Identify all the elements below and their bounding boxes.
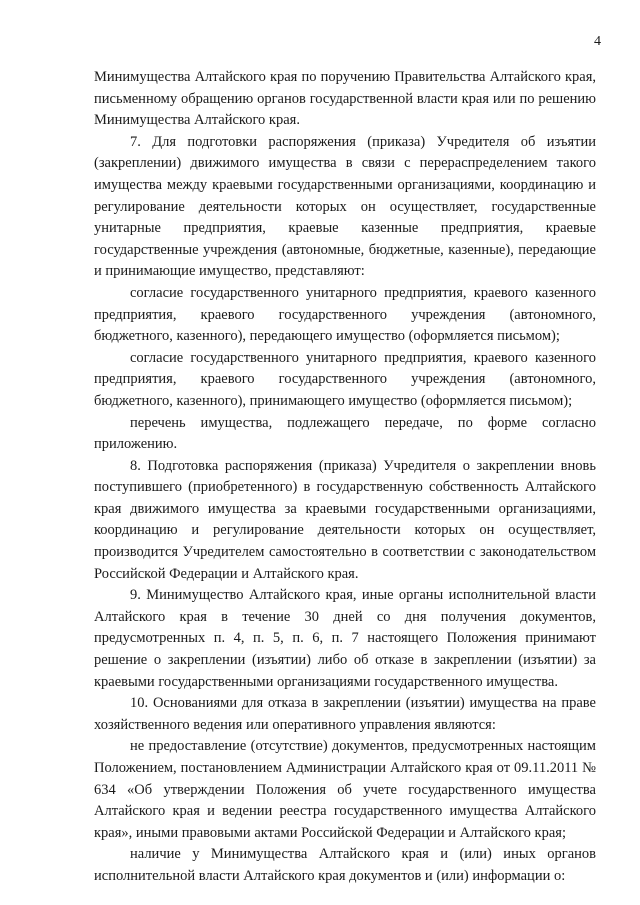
page-number: 4 <box>594 34 601 49</box>
paragraph-consent-transferring: согласие государственного унитарного предприятия, краевого казенного предприятия, краевого государственного учреждения (автономного, бюджетного, казенного), передающего имущество (оформляется письмом); <box>94 284 596 345</box>
paragraph-refusal-ground-information: наличие у Минимущества Алтайского края и (или) иных органов исполнительной власти Алтайского края документов и (или) информации о: <box>94 846 596 884</box>
document-body <box>94 67 596 888</box>
paragraph-continuation: Минимущества Алтайского края по поручению Правительства Алтайского края, письменному обращению органов государственной власти края или по решению Минимущества Алтайского края. <box>94 69 596 129</box>
paragraph-item-8: 8. Подготовка распоряжения (приказа) Учредителя о закреплении вновь поступившего (приобретенного) в государственную собственность Алтайского края движимого имущества за краевыми государственными организациями, координацию и регулирование деятельности которых он осуществляет, производится Учредителем самостоятельно в соответствии с законодательством Российской Федерации и Алтайского края. <box>94 457 596 582</box>
paragraph-property-list: перечень имущества, подлежащего передаче, по форме согласно приложению. <box>94 414 596 453</box>
paragraph-item-9: 9. Минимущество Алтайского края, иные органы исполнительной власти Алтайского края в течение 30 дней со дня получения документов, предусмотренных п. 4, п. 5, п. 6, п. 7 настоящего Положения принимают решение о закреплении (изъятии) либо об отказе в закреплении (изъятии) за краевыми государственными организациями государственного имущества. <box>94 587 596 690</box>
paragraph-refusal-ground-documents: не предоставление (отсутствие) документов, предусмотренных настоящим Положением, постановлением Администрации Алтайского края от 09.11.2011 № 634 «Об утверждении Положения об учете государственного имущества Алтайского края и ведении реестра государственного имущества Алтайского края», иными правовыми актами Российской Федерации и Алтайского края; <box>94 738 596 841</box>
paragraph-consent-receiving: согласие государственного унитарного предприятия, краевого казенного предприятия, краевого государственного учреждения (автономного, бюджетного, казенного), принимающего имущество (оформляется письмом); <box>94 349 596 409</box>
paragraph-item-7: 7. Для подготовки распоряжения (приказа) Учредителя об изъятии (закреплении) движимого имущества в связи с перераспределением такого имущества между краевыми государственными организациями, координацию и регулирование деятельности которых он осуществляет, государственные унитарные предприятия, краевые казенные предприятия, краевые государственные учреждения (автономные, бюджетные, казенные), передающие и принимающие имущество, представляют: <box>94 133 596 280</box>
paragraph-item-10: 10. Основаниями для отказа в закреплении (изъятии) имущества на праве хозяйственного ведения или оперативного управления являются: <box>94 695 596 733</box>
